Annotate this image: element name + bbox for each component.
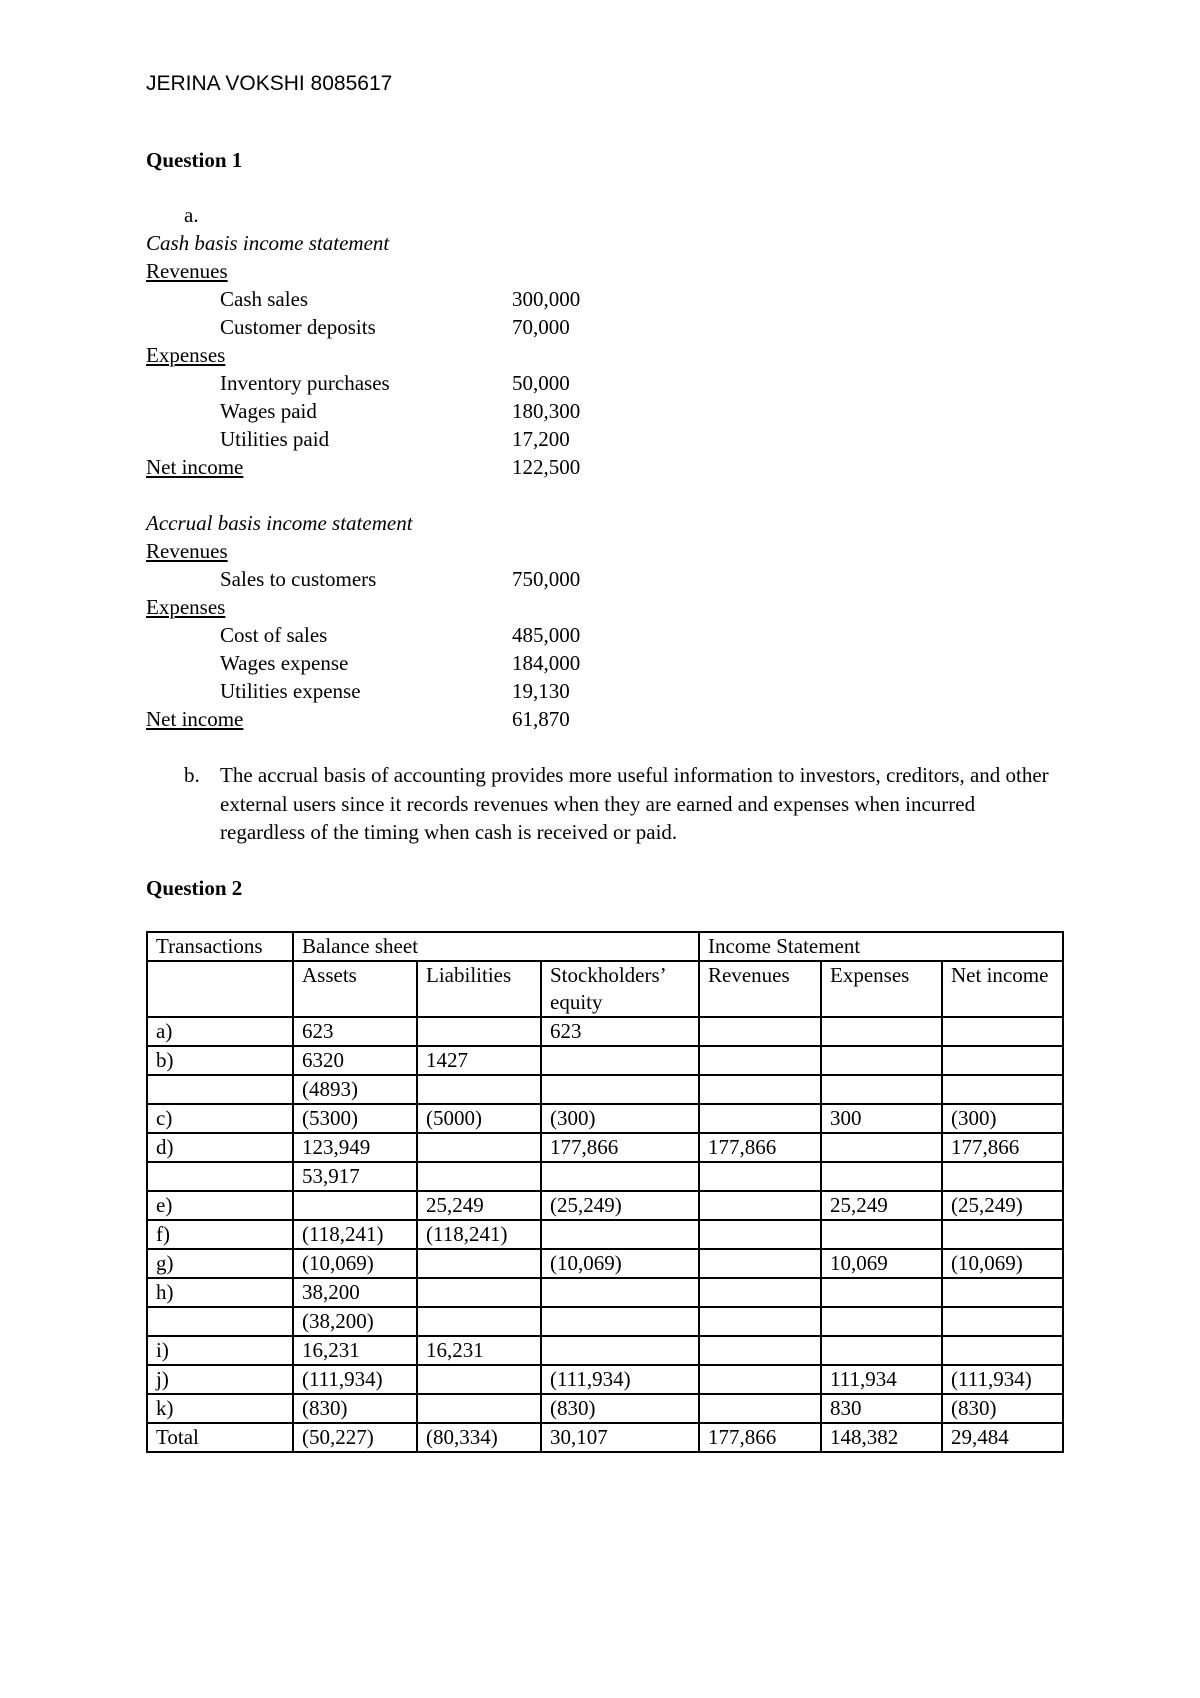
table-cell: c): [147, 1104, 293, 1133]
table-cell: 300: [821, 1104, 942, 1133]
cash-line-item: Inventory purchases 50,000: [220, 371, 570, 395]
cash-line-item: Customer deposits 70,000: [220, 315, 570, 339]
table-cell: (111,934): [541, 1365, 699, 1394]
table-cell: (118,241): [417, 1220, 541, 1249]
table-cell: 623: [293, 1017, 417, 1046]
header-balance-sheet: Balance sheet: [293, 932, 699, 961]
table-cell: 623: [541, 1017, 699, 1046]
header-transactions: Transactions: [147, 932, 293, 961]
table-cell: [699, 1394, 821, 1423]
table-cell: [821, 1017, 942, 1046]
table-cell: g): [147, 1249, 293, 1278]
question-2-title: Question 2: [146, 876, 243, 900]
table-cell: (5300): [293, 1104, 417, 1133]
table-cell: [541, 1220, 699, 1249]
table-cell: (10,069): [541, 1249, 699, 1278]
table-cell: 25,249: [821, 1191, 942, 1220]
table-row: [147, 1162, 1063, 1191]
table-cell: [821, 1046, 942, 1075]
table-cell: [541, 1075, 699, 1104]
table-cell: [821, 1162, 942, 1191]
table-row: [147, 1133, 1063, 1162]
table-row: [147, 1191, 1063, 1220]
table-cell: i): [147, 1336, 293, 1365]
table-cell: 1427: [417, 1046, 541, 1075]
table-row: [147, 1249, 1063, 1278]
cash-statement-title: Cash basis income statement: [146, 231, 390, 255]
table-row: [147, 1046, 1063, 1075]
table-cell: [942, 1220, 1063, 1249]
table-cell: h): [147, 1278, 293, 1307]
accrual-line-item: Utilities expense 19,130: [220, 679, 570, 703]
cash-line-item: Utilities paid 17,200: [220, 427, 570, 451]
table-cell: [699, 1162, 821, 1191]
table-cell: (10,069): [293, 1249, 417, 1278]
table-row: [147, 1307, 1063, 1336]
cash-revenues-heading: Revenues: [146, 259, 228, 283]
table-row: [147, 1075, 1063, 1104]
table-cell: [821, 1075, 942, 1104]
table-row: [147, 1278, 1063, 1307]
table-row: [147, 1017, 1063, 1046]
table-cell: [821, 1307, 942, 1336]
table-body: [147, 1017, 1063, 1452]
table-cell: [541, 1046, 699, 1075]
header-assets: Assets: [293, 961, 417, 1017]
table-row: [147, 1104, 1063, 1133]
table-cell: (25,249): [942, 1191, 1063, 1220]
table-cell: [541, 1336, 699, 1365]
table-cell: [541, 1307, 699, 1336]
part-b-label: b.: [184, 763, 200, 787]
question-1-title: Question 1: [146, 148, 243, 172]
table-cell: [417, 1278, 541, 1307]
header-stockholders-equity: Stockholders’ equity: [541, 961, 699, 1017]
accrual-line-item: Wages expense 184,000: [220, 651, 581, 675]
table-cell: (111,934): [293, 1365, 417, 1394]
accrual-net-income: Net income 61,870: [146, 707, 570, 731]
table-cell: 177,866: [541, 1133, 699, 1162]
header-revenues: Revenues: [699, 961, 821, 1017]
table-cell: (111,934): [942, 1365, 1063, 1394]
table-cell: [699, 1220, 821, 1249]
cash-expenses-heading: Expenses: [146, 343, 226, 367]
table-cell: (830): [942, 1394, 1063, 1423]
table-cell: 830: [821, 1394, 942, 1423]
table-cell: 53,917: [293, 1162, 417, 1191]
table-row: [147, 1394, 1063, 1423]
table-cell: [942, 1017, 1063, 1046]
table-cell: [942, 1162, 1063, 1191]
table-cell: [147, 1075, 293, 1104]
table-cell: [417, 1365, 541, 1394]
table-cell: [699, 1365, 821, 1394]
table-cell: 10,069: [821, 1249, 942, 1278]
table-cell: [699, 1104, 821, 1133]
table-row: [147, 1220, 1063, 1249]
table-cell: 123,949: [293, 1133, 417, 1162]
table-cell: (830): [293, 1394, 417, 1423]
table-cell: (300): [942, 1104, 1063, 1133]
table-cell: (10,069): [942, 1249, 1063, 1278]
table-cell: [821, 1336, 942, 1365]
table-cell: [541, 1162, 699, 1191]
table-cell: [147, 1162, 293, 1191]
table-cell: [417, 1162, 541, 1191]
table-cell: 25,249: [417, 1191, 541, 1220]
accrual-statement-title: Accrual basis income statement: [146, 511, 413, 535]
table-cell: 6320: [293, 1046, 417, 1075]
header-net-income: Net income: [942, 961, 1063, 1017]
accrual-revenues-heading: Revenues: [146, 539, 228, 563]
part-b-answer: [146, 761, 1050, 847]
table-cell: [699, 1017, 821, 1046]
table-cell: (300): [541, 1104, 699, 1133]
table-cell: [821, 1278, 942, 1307]
table-cell: [942, 1278, 1063, 1307]
table-cell: [417, 1133, 541, 1162]
table-cell: [942, 1046, 1063, 1075]
table-cell: [699, 1249, 821, 1278]
table-cell: (5000): [417, 1104, 541, 1133]
table-cell: a): [147, 1017, 293, 1046]
transactions-table: [146, 931, 1064, 1453]
accrual-expenses-heading: Expenses: [146, 595, 226, 619]
cash-line-item: Wages paid 180,300: [220, 399, 581, 423]
table-cell: 29,484: [942, 1423, 1063, 1452]
header-income-statement: Income Statement: [699, 932, 1063, 961]
table-row: [147, 1423, 1063, 1452]
table-cell: [942, 1307, 1063, 1336]
table-cell: 16,231: [417, 1336, 541, 1365]
table-header-row: [147, 932, 1063, 961]
table-cell: (118,241): [293, 1220, 417, 1249]
table-cell: (80,334): [417, 1423, 541, 1452]
table-cell: [417, 1075, 541, 1104]
accrual-line-item: Sales to customers 750,000: [220, 567, 581, 591]
table-cell: 30,107: [541, 1423, 699, 1452]
table-cell: (38,200): [293, 1307, 417, 1336]
table-cell: [699, 1307, 821, 1336]
table-cell: k): [147, 1394, 293, 1423]
table-cell: 38,200: [293, 1278, 417, 1307]
table-cell: Total: [147, 1423, 293, 1452]
table-cell: [699, 1191, 821, 1220]
table-cell: 111,934: [821, 1365, 942, 1394]
table-cell: d): [147, 1133, 293, 1162]
table-cell: 177,866: [699, 1423, 821, 1452]
header-expenses: Expenses: [821, 961, 942, 1017]
table-cell: [147, 1307, 293, 1336]
table-cell: [699, 1046, 821, 1075]
table-cell: [699, 1075, 821, 1104]
table-cell: [417, 1249, 541, 1278]
table-subheader-row: [147, 961, 1063, 1017]
table-cell: [699, 1278, 821, 1307]
header-liabilities: Liabilities: [417, 961, 541, 1017]
table-cell: [293, 1191, 417, 1220]
table-cell: (830): [541, 1394, 699, 1423]
table-cell: [942, 1075, 1063, 1104]
table-row: [147, 1365, 1063, 1394]
table-cell: [942, 1336, 1063, 1365]
table-cell: (4893): [293, 1075, 417, 1104]
author-header: JERINA VOKSHI 8085617: [146, 72, 393, 95]
table-row: [147, 1336, 1063, 1365]
table-cell: f): [147, 1220, 293, 1249]
table-cell: [699, 1336, 821, 1365]
table-cell: e): [147, 1191, 293, 1220]
table-cell: [821, 1220, 942, 1249]
table-cell: 177,866: [942, 1133, 1063, 1162]
table-cell: [417, 1394, 541, 1423]
accrual-line-item: Cost of sales 485,000: [220, 623, 581, 647]
table-cell: 16,231: [293, 1336, 417, 1365]
part-b-text: The accrual basis of accounting provides more useful information to investors, creditors, and other external users since it records revenues when they are earned and expenses when incurred regardless of the timing when cash is received or paid.: [220, 763, 1049, 844]
table-cell: [821, 1133, 942, 1162]
table-cell: j): [147, 1365, 293, 1394]
table-cell: [541, 1278, 699, 1307]
table-cell: (50,227): [293, 1423, 417, 1452]
table-cell: (25,249): [541, 1191, 699, 1220]
question-1-part-a: [146, 201, 1066, 847]
table-cell: 148,382: [821, 1423, 942, 1452]
part-a-label: a.: [184, 203, 199, 227]
cash-net-income: Net income 122,500: [146, 455, 581, 479]
table-cell: [417, 1017, 541, 1046]
cash-line-item: Cash sales 300,000: [220, 287, 581, 311]
table-cell: b): [147, 1046, 293, 1075]
table-cell: [417, 1307, 541, 1336]
table-cell: 177,866: [699, 1133, 821, 1162]
